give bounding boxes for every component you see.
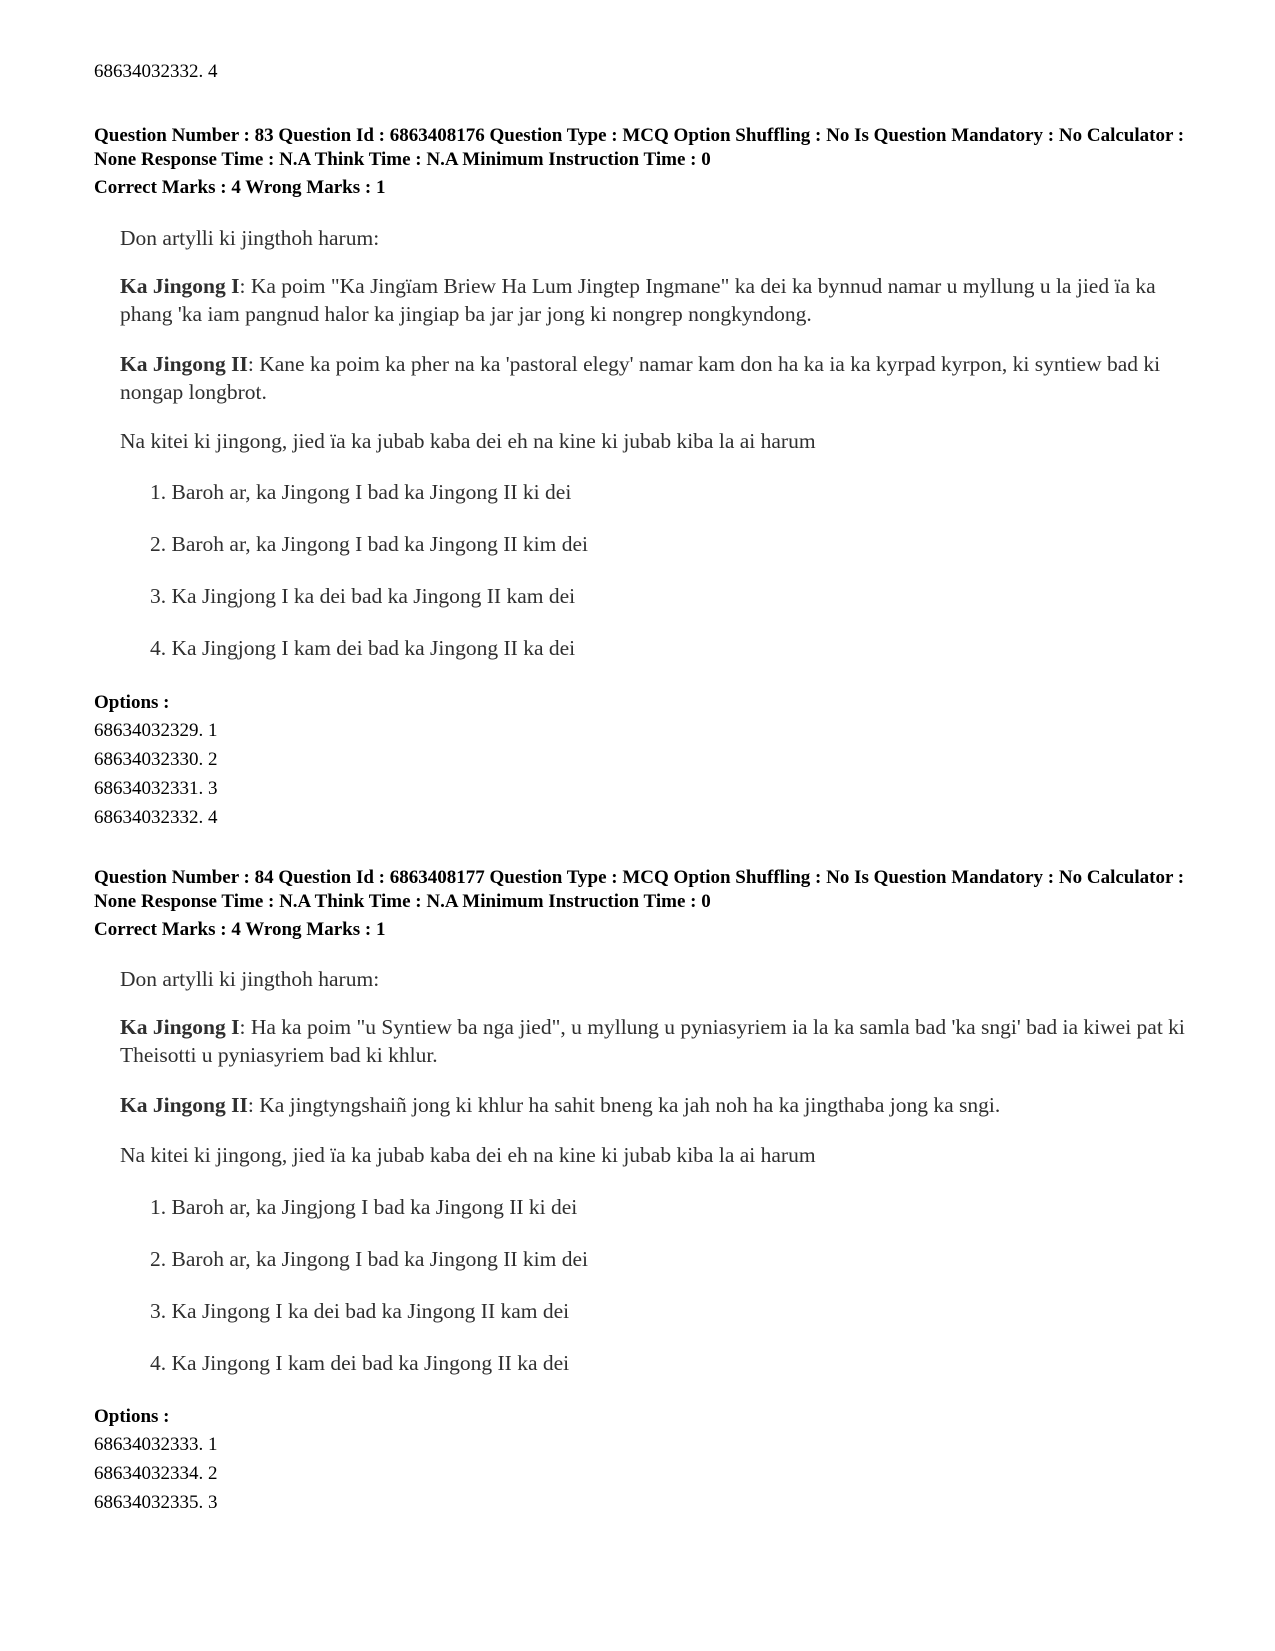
answer-choice: 3. Ka Jingjong I ka dei bad ka Jingong II kam dei — [150, 584, 576, 608]
statement-label: Ka Jingong II — [120, 352, 248, 376]
statement-2 — [120, 1091, 1200, 1119]
statement-text: : Kane ka poim ka pher na ka 'pastoral elegy' namar kam don ha ka ia ka kyrpad kyrpon, ki syntiew bad ki nongap longbrot. — [120, 352, 1161, 404]
statement-text: : Ha ka poim "u Syntiew ba nga jied", u myllung u pyniasyriem ia la ka samla bad 'ka sngi' bad ia kiwei pat ki Theisotti u pyniasyriem bad ki khlur. — [120, 1015, 1185, 1067]
question-marks-84: Correct Marks : 4 Wrong Marks : 1 — [94, 919, 386, 940]
options-label-84: Options : — [94, 1406, 170, 1427]
option-line: 68634032333. 1 — [94, 1434, 218, 1455]
option-line: 68634032332. 4 — [94, 807, 218, 828]
answer-choice: 3. Ka Jingong I ka dei bad ka Jingong II kam dei — [150, 1299, 570, 1323]
answer-choice: 4. Ka Jingong I kam dei bad ka Jingong II ka dei — [150, 1351, 570, 1375]
answer-choice: 1. Baroh ar, ka Jingjong I bad ka Jingong II ki dei — [150, 1195, 578, 1219]
question-header-84: Question Number : 84 Question Id : 6863408177 Question Type : MCQ Option Shuffling : No Is Question Mandatory : No Calculator : None Response Time : N.A Think Time : N.A Minimum Instruction Time : 0 — [94, 867, 1185, 912]
answer-choice: 4. Ka Jingjong I kam dei bad ka Jingong II ka dei — [150, 636, 576, 660]
statement-text: : Ka poim "Ka Jingïam Briew Ha Lum Jingtep Ingmane" ka dei ka bynnud namar u myllung u la jied ïa ka phang 'ka iam pangnud halor ka jingiap ba jar jar jong ki nongrep nongkyndong. — [120, 274, 1156, 326]
option-line: 68634032329. 1 — [94, 720, 218, 741]
question-intro: Don artylli ki jingthoh harum: — [120, 226, 380, 250]
statement-label: Ka Jingong II — [120, 1093, 248, 1117]
statement-1 — [120, 1013, 1200, 1069]
question-prompt: Na kitei ki jingong, jied ïa ka jubab kaba dei eh na kine ki jubab kiba la ai harum — [120, 429, 816, 453]
statement-2 — [120, 350, 1200, 406]
option-line: 68634032334. 2 — [94, 1463, 218, 1484]
previous-option-line: 68634032332. 4 — [94, 61, 218, 82]
statement-1 — [120, 272, 1200, 328]
options-label-83: Options : — [94, 692, 170, 713]
option-line: 68634032330. 2 — [94, 749, 218, 770]
question-header-83: Question Number : 83 Question Id : 6863408176 Question Type : MCQ Option Shuffling : No Is Question Mandatory : No Calculator : None Response Time : N.A Think Time : N.A Minimum Instruction Time : 0 — [94, 125, 1185, 170]
question-intro: Don artylli ki jingthoh harum: — [120, 967, 380, 991]
option-line: 68634032335. 3 — [94, 1492, 218, 1513]
answer-choice: 1. Baroh ar, ka Jingong I bad ka Jingong II ki dei — [150, 480, 572, 504]
question-prompt: Na kitei ki jingong, jied ïa ka jubab kaba dei eh na kine ki jubab kiba la ai harum — [120, 1143, 816, 1167]
answer-choice: 2. Baroh ar, ka Jingong I bad ka Jingong II kim dei — [150, 1247, 589, 1271]
statement-text: : Ka jingtyngshaiñ jong ki khlur ha sahit bneng ka jah noh ha ka jingthaba jong ka sngi. — [247, 1093, 1001, 1117]
answer-choice: 2. Baroh ar, ka Jingong I bad ka Jingong II kim dei — [150, 532, 589, 556]
statement-label: Ka Jingong I — [120, 274, 240, 298]
question-marks-83: Correct Marks : 4 Wrong Marks : 1 — [94, 177, 386, 198]
statement-label: Ka Jingong I — [120, 1015, 240, 1039]
option-line: 68634032331. 3 — [94, 778, 218, 799]
